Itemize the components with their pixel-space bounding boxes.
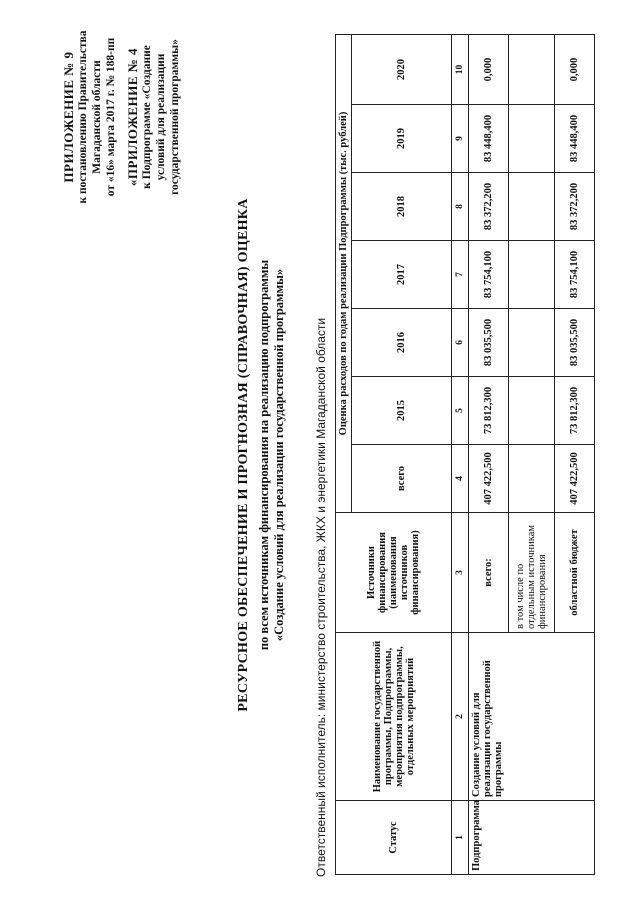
column-number: 8: [452, 173, 469, 241]
value-cell: 83 035,500: [469, 309, 509, 377]
header-row: [336, 34, 352, 874]
heading-title: РЕСУРСНОЕ ОБЕСПЕЧЕНИЕ И ПРОГНОЗНАЯ (СПРАВОЧНАЯ) ОЦЕНКА: [236, 198, 251, 712]
appendix-subtitle: «ПРИЛОЖЕНИЕ № 4: [125, 47, 140, 187]
value-cell: 73 812,300: [469, 377, 509, 445]
heading-line: по всем источникам финансирования на реализацию подпрограммы: [257, 259, 271, 651]
value-cell: [509, 445, 555, 513]
appendix-line: к Подпрограмме «Создание: [141, 45, 153, 189]
header-year: 2018: [352, 173, 452, 241]
value-cell: 83 035,500: [555, 309, 595, 377]
appendix-line: условий для реализации: [155, 53, 167, 181]
value-cell: 73 812,300: [555, 377, 595, 445]
name-cell: Создание условий для реализации государственной программы: [469, 633, 595, 801]
source-cell: в том числе по отдельным источникам финансирования: [509, 513, 555, 633]
document-heading: [236, 85, 287, 825]
value-cell: 83 448,400: [555, 105, 595, 173]
appendix-line: Магаданской области: [91, 60, 103, 174]
value-cell: 83 754,100: [555, 241, 595, 309]
column-number: 3: [452, 513, 469, 633]
value-cell: 407 422,500: [469, 445, 509, 513]
appendix-line: государственной программы»: [169, 39, 181, 195]
value-cell: 0,000: [469, 34, 509, 104]
column-number: 6: [452, 309, 469, 377]
header-status: Статус: [336, 801, 452, 875]
value-cell: [509, 173, 555, 241]
status-cell: Подпрограмма: [469, 801, 595, 875]
column-number: 10: [452, 34, 469, 104]
column-number: 1: [452, 801, 469, 875]
header-year: 2019: [352, 105, 452, 173]
appendix-line: от «16» марта 2017 г. № 188-пп: [105, 37, 117, 197]
value-cell: 83 754,100: [469, 241, 509, 309]
column-number: 9: [452, 105, 469, 173]
value-cell: 83 448,400: [469, 105, 509, 173]
header-source: Источники финансирования (наименования источников финансирования): [336, 513, 452, 633]
resource-table: [335, 34, 595, 875]
value-cell: [509, 241, 555, 309]
table-row: [469, 34, 509, 874]
column-number: 2: [452, 633, 469, 801]
header-total: всего: [352, 445, 452, 513]
appendix-title: ПРИЛОЖЕНИЕ № 9: [61, 51, 76, 183]
header-year: 2017: [352, 241, 452, 309]
value-cell: [509, 34, 555, 104]
value-cell: [509, 309, 555, 377]
source-cell: всего:: [469, 513, 509, 633]
header-name: Наименование государственной программы, Подпрограммы, мероприятия подпрограммы, отдельных мероприятий: [336, 633, 452, 801]
header-year: 2015: [352, 377, 452, 445]
header-year: 2020: [352, 34, 452, 104]
header-year: 2016: [352, 309, 452, 377]
source-cell: областной бюджет: [555, 513, 595, 633]
responsible-executor: Ответственный исполнитель: министерство строительства, ЖКХ и энергетики Магаданской области: [314, 317, 328, 877]
value-cell: 83 372,200: [469, 173, 509, 241]
header-estimate: Оценка расходов по годам реализации Подпрограммы (тыс. рублей): [336, 34, 352, 512]
appendix-line: к постановлению Правительства: [77, 30, 89, 204]
value-cell: 407 422,500: [555, 445, 595, 513]
column-number: 7: [452, 241, 469, 309]
column-number: 4: [452, 445, 469, 513]
value-cell: 83 372,200: [555, 173, 595, 241]
heading-line: «Создание условий для реализации государственной программы»: [272, 268, 286, 642]
value-cell: [509, 105, 555, 173]
value-cell: 0,000: [555, 34, 595, 104]
column-number-row: [452, 34, 469, 874]
column-number: 5: [452, 377, 469, 445]
value-cell: [509, 377, 555, 445]
appendix-block: [62, 17, 182, 217]
